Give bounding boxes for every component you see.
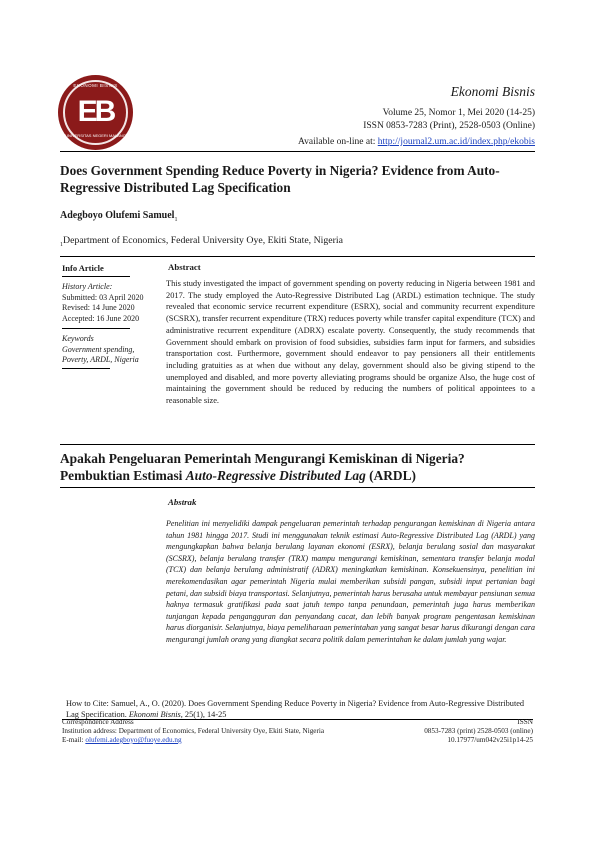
cite-journal: Ekonomi Bisnis: [128, 709, 181, 719]
email-line: [62, 736, 182, 745]
paper-title-line1: Does Government Spending Reduce Poverty in Nigeria? Evidence from Auto-: [60, 163, 500, 178]
email-link[interactable]: olufemi.adegboyo@fuoye.edu.ng: [85, 736, 182, 744]
keywords-line1: Government spending,: [62, 344, 135, 354]
submitted-date: Submitted: 03 April 2020: [62, 292, 144, 302]
indonesian-title-suffix: (ARDL): [365, 468, 416, 483]
info-article-heading: Info Article: [62, 263, 104, 273]
indonesian-title-line1: Apakah Pengeluaran Pemerintah Mengurangi Kemiskinan di Nigeria?: [60, 451, 465, 466]
journal-url-link[interactable]: http://journal2.um.ac.id/index.php/ekobis: [377, 137, 535, 147]
info-rule-2: [62, 328, 130, 329]
how-to-cite: [66, 699, 536, 720]
available-line: [298, 137, 535, 147]
keywords-block: [62, 334, 139, 366]
issn-numbers: 0853-7283 (print) 2528-0503 (online): [424, 727, 533, 735]
revised-date: Revised: 14 June 2020: [62, 303, 135, 312]
doi-line: 10.17977/um042v25i1p14-25: [447, 736, 533, 744]
logo-mark: EB: [77, 95, 114, 128]
cite-prefix: How to Cite: Samuel, A., O. (2020). Does Government Spending Reduce Poverty in Nigeria? Evidence from Auto-Regressive Distributed Lag Specification.: [66, 699, 525, 719]
logo-top-text: EKONOMI BISNIS: [73, 83, 118, 88]
affiliation-superscript: 1: [60, 241, 63, 248]
abstract-body: This study investigated the impact of government spending on poverty reducing in Nigeria between 1981 and 2017. The study employed the Auto-Regressive Distributed Lag (ARDL) estimation technique. The study revealed that economic service recurrent expenditure (ESRX), social and community recurrent expenditure (SCSRX), transfer recurrent expenditure (TRX) reduces poverty while transfer capital expenditure (TCX) and administrative recurrent expenditure (ADRX) escalate poverty. Consequently, the study recommends that Government should embark on provision of food subsidies, subsidies farm input for farmers, and subsidies transportation cost. Furthermore, government should endeavor to pay pensioners all their entitlements including gratuities as at when due without any delay, government should also be giving stipend to the unemployed and disabled, and more poverty alleviating programs should be organize Also, the huge cost of maintaining the government should be reduced by reducing the numbers of political appointees to a reasonable size.: [166, 279, 535, 406]
author-superscript: 1: [174, 217, 178, 223]
indonesian-title-italic: Auto-Regressive Distributed Lag: [185, 468, 366, 483]
correspondence-label: Correspondence Address: [62, 718, 134, 726]
journal-logo: [58, 75, 133, 150]
journal-name: Ekonomi Bisnis: [450, 84, 535, 99]
abstrak-heading: Abstrak: [168, 497, 197, 507]
author-name: [60, 210, 177, 223]
info-rule-1: [62, 276, 130, 277]
section-rule-mid: [60, 444, 535, 445]
indonesian-title-line2: [60, 467, 538, 484]
section-rule-id: [60, 487, 535, 488]
email-label: E-mail:: [62, 736, 86, 744]
available-prefix: Available on-line at:: [297, 137, 378, 147]
institution-address: Institution address: Department of Economics, Federal University Oye, Ekiti State, Nigeria: [62, 727, 325, 735]
history-block: [62, 282, 144, 324]
header-rule: [60, 151, 535, 152]
affiliation: [60, 235, 343, 248]
abstrak-body: Penelitian ini menyelidiki dampak pengeluaran pemerintah terhadap pengurangan kemiskinan di Nigeria antara tahun 1981 hingga 2017. Studi ini menggunakan teknik estimasi Auto-Regressive Distributed Lag (ARDL) yang mengungkapkan bahwa belanja berulang layanan ekonomi (ESRX), belanja berulang sosial dan masyarakat (SCSRX), belanja berulang transfer (TRX) mampu mengurangi kemiskinan, sementara transfer belanja modal (TCX) dan belanja berulang administratif (ADRX) meningkatkan kemiskinan. Konsekuensinya, penelitian ini merekomendasikan agar pemerintah Nigeria mulai memberikan subsidi pangan, subsidi input pertanian bagi petani, dan subsidi biaya transportasi. Selanjutnya, pemerintah harus berusaha untuk membayar pensiunan semua haknya termasuk gratifikasi pada saat jatuh tempo tanpa penundaan, pemerintah juga harus memberikan tunjangan kepada pengangguran dan penyandang cacat, dan lebih banyak program pengentasan kemiskinan harus diorganisir. Selanjutnya, biaya pemeliharaan pemerintahan yang sangat besar harus dikurangi dengan cara mengurangi jumlah orang yang diangkat secara politik dalam pemerintahan ke dalam jumlah yang wajar.: [166, 519, 535, 644]
info-rule-3: [62, 368, 110, 369]
issn-label: ISSN: [517, 718, 533, 726]
paper-title: [60, 162, 540, 196]
section-rule-top: [60, 256, 535, 257]
cite-suffix: , 25(1), 14-25: [180, 709, 227, 719]
logo-bottom-text: UNIVERSITAS NEGERI MALANG: [65, 133, 126, 138]
indonesian-title-prefix: Pembuktian Estimasi: [60, 468, 186, 483]
author-name-text: Adegboyo Olufemi Samuel: [60, 210, 175, 221]
keywords-line2: Poverty, ARDL, Nigeria: [62, 355, 139, 364]
volume-line: Volume 25, Nomor 1, Mei 2020 (14-25): [382, 108, 535, 118]
paper-title-line2: Regressive Distributed Lag Specification: [60, 180, 291, 195]
abstract-heading: Abstract: [168, 262, 201, 272]
history-label: History Article:: [62, 282, 113, 291]
affiliation-text: Department of Economics, Federal University Oye, Ekiti State, Nigeria: [63, 235, 343, 246]
issn-line: ISSN 0853-7283 (Print), 2528-0503 (Online): [363, 121, 535, 131]
indonesian-title: [60, 450, 538, 484]
keywords-label: Keywords: [62, 334, 94, 343]
accepted-date: Accepted: 16 June 2020: [62, 313, 140, 323]
